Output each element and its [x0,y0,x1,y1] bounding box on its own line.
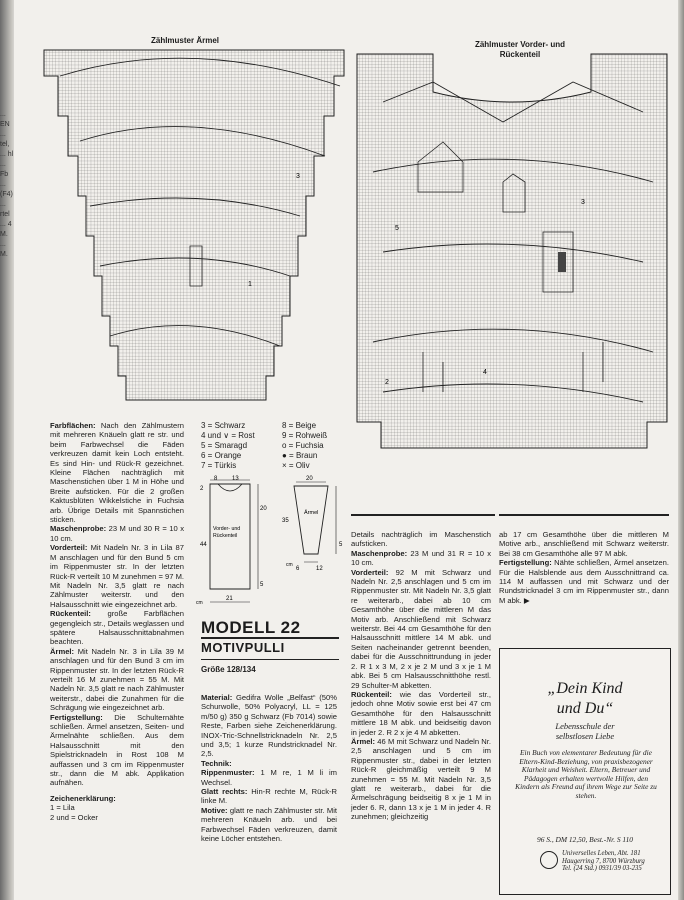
body-label-2: 2 [385,379,389,386]
label-material: Material: [201,693,233,702]
sleeve-chart-title: Zählmuster Ärmel [150,36,220,45]
sleeve-chart [40,46,350,406]
binding-text: ... EN ... tel, ... hl ... Fb ... (F4) ... rtel ... 4 M. ... M. [0,111,14,258]
schematic-front-back-label: Vorder- und [213,526,241,532]
text-vorderteil-2: 92 M mit Schwarz und Nadeln Nr. 2,5 anschlagen und 5 cm im Rippenmuster str. Mit Nadeln Nr. 3,5 glatt re weiterarb., dabei ab 10 cm Gesamthöhe über die mittleren M das Motiv arb. Anschließend mit Schwarz weiterstr. Bei 44 cm Gesamthöhe für den Halsausschnitt mittlere 14 M abk. und Seiten nacheinander getrennt beenden, dabei für die Ausschnittrundung in jeder 2. R 1 x 3 M, 2 x je 2 M und 3 x je 1 M abk. Bei 5 cm Halsausschnitthöhe restl. 29 Schulter-M abketten. [351,567,491,690]
text-rueckenteil-2: wie das Vorderteil str., jedoch ohne Motiv sowie erst bei 47 cm Gesamthöhe für den Halsausschnitt mittlere 18 M abk. und beidseitig davon in jeder 2. R 2 x je 4 M abketten. [351,689,491,737]
text-vorderteil: Mit Nadeln Nr. 3 in Lila 87 M anschlagen und für den Bund 5 cm im Rippenmuster str. In der letzten Rück-R verteilt 10 M zunehmen = 97 M. Mit Nadeln Nr. 3,5 glatt re nach Zählmuster weiterstr. und den Halsausschnitt wie eingezeichnet arb. [50,543,184,609]
text-motive-end: ab 17 cm Gesamthöhe über die mittleren M Motive arb., anschließend mit Schwarz weiterstr. Bei 38 cm Gesamthöhe alle 97 M abk. [499,530,669,558]
ad-subtitle: Lebensschule der selbstlosen Liebe [555,721,615,741]
text-motive: glatt re nach Zählmuster str. Mit mehreren Knäueln arb. und bei Farbwechsel Fäden verkreuzen, damit keine Löcher entstehen. [201,805,337,844]
subtitle-rule [201,659,339,660]
schematic-sleeve-label: Ärmel [304,510,319,516]
legend-item: 1 = Lila [50,803,75,813]
right-column [351,530,491,822]
book-advertisement [499,648,671,895]
label-rueckenteil-2: Rückenteil: [351,689,392,699]
publisher-logo-icon [540,851,558,869]
dim-label: 20 [260,506,267,512]
legend-item: 9 = Rohweiß [282,431,328,440]
text-aermel-2: 46 M mit Schwarz und Nadeln Nr. 2,5 anschlagen und 5 cm im Rippenmuster str., dabei in der letzten Rück-R gleichmäßig verteilt 9 M zunehmen = 55 M. Mit Nadeln Nr. 3,5 glatt re weiterarb., dabei für die Ärmelschrägung beidseitig 8 x je 1 M in jeder 6. R, dann 13 x je 1 M in jeder 4. R zunehmen; gleichzeitig [351,736,491,822]
dim-unit: cm [196,600,203,606]
body-chart-title-line1: Zählmuster Vorder- und [474,40,566,49]
ad-description: Ein Buch von elementarer Bedeutung für die Eltern-Kind-Beziehung, von praxisbezogener Klarheit und Weisheit. Eltern, Betreuer und Pädagogen erhalten wertvolle Hilfen, den Kindern als Freund auf ihrem Wege zur Seite zu stehen. [515,748,657,800]
page-edge [678,0,684,900]
legend-item: 7 = Türkis [201,461,237,470]
legend-item: o = Fuchsia [282,441,324,450]
continue-arrow-icon: ▶ [523,595,530,605]
title-rule [201,637,339,639]
legend-item: 6 = Orange [201,451,242,460]
text-fertigstellung-2: Nähte schließen, Ärmel ansetzen. Für die Halsblende aus dem Ausschnittrand ca. 114 M auffassen und mit Schwarz und der Rundstricknadel 3 cm im Rippenmuster str., dann M abk. [499,558,669,605]
legend-col-1 [201,421,255,471]
body-label-5: 5 [395,225,399,232]
label-vorderteil-2: Vorderteil: [351,567,389,577]
ad-title: „Dein Kind und Du“ [547,680,623,717]
dim-label: 20 [306,476,313,482]
dim-label: 6 [296,566,300,572]
dim-unit: cm [286,562,293,568]
text-maschenprobe-2: 23 M und 31 R = 10 x 10 cm. [351,548,491,568]
label-rippen: Rippenmuster: [201,768,255,778]
label-aermel: Ärmel: [50,646,75,656]
legend-item: 3 = Schwarz [201,421,246,430]
ad-price: 96 S., DM 12,50, Best.-Nr. S 110 [537,835,633,844]
label-vorderteil: Vorderteil: [50,543,88,553]
dim-label: 13 [232,476,239,482]
label-fertigstellung: Fertigstellung: [50,712,103,722]
far-right-column [499,530,669,605]
label-fertigstellung-2: Fertigstellung: [499,558,552,568]
text-maschenprobe: 23 M und 30 R = 10 x 10 cm. [50,524,184,543]
ad-publisher: Universelles Leben, Abt. 181 Haugerring 7, 8700 Würzburg Tel. (24 Std.) 0931/39 03-235 [562,850,645,873]
legend-item: × = Oliv [282,461,310,470]
label-maschenprobe: Maschenprobe: [50,524,107,534]
dim-label: 5 [339,542,343,548]
label-maschenprobe-2: Maschenprobe: [351,548,408,558]
middle-column [201,693,337,844]
dim-label: 12 [316,566,323,572]
dim-label: 44 [200,542,207,548]
size-schematic [196,474,346,614]
label-rueckenteil: Rückenteil: [50,609,91,619]
text-glatt: Hin-R rechte M, Rück-R linke M. [201,787,338,806]
text-aermel: Mit Nadeln Nr. 3 in Lila 39 M anschlagen und für den Bund 3 cm im Rippenmuster str. In der letzten Rück-R verteilt 16 M zunehmen = 55 M. Mit Nadeln Nr. 3,5 glatt re nach Zählmuster weiterstr., dabei die Zunahmen für die Schrägung wie eingezeichnet arb. [50,646,184,713]
schematic-front-back-label: Rückenteil [213,533,238,539]
sleeve-label-3: 3 [296,173,300,180]
legend-item: 5 = Smaragd [201,441,248,450]
text-material: Gedifra Wolle „Belfast“ (50% Schurwolle, 50% Polyacryl, LL = 125 m/50 g) 350 g Schwarz (Fb 7014) sowie Reste, Farben siehe Zeichenerklärung. INOX-Tric-Schnellstricknadeln Nr. 2,5 und 3,5; 1 kurze Rundstricknadel Nr. 2,5. [201,693,337,759]
text-rueckenteil: große Farbflächen gegengleich str., Details weglassen und spätere Halsausschnittabnahmen beachten. [50,609,184,647]
column-rule [351,514,495,516]
dim-label: 21 [226,596,233,602]
legend-item: 2 und = Ocker [50,812,98,822]
label-aermel-2: Ärmel: [351,736,376,746]
body-label-4: 4 [483,369,487,376]
text-details: Details nachträglich im Maschenstich aufsticken. [351,530,491,549]
text-farbflaechen: Nach den Zählmustern mit mehreren Knäueln glatt re str. und beim Farbwechsel die Fäden verkreuzen damit kein Loch entsteht. Es sind Hin- und Rück-R gezeichnet. Kleine Flächen nachträglich mit Maschenstichen über 1 M in Höhe und Breite aufsticken. Für die 2 großen Kaktusblüten Wikkelstiche in Fuchsia arb. Übrige Details mit Spannstichen sticken. [50,421,184,525]
label-motive: Motive: [201,805,228,815]
legend-item: 8 = Beige [282,421,317,430]
sleeve-label-1: 1 [248,281,252,288]
model-size: Größe 128/134 [201,665,256,674]
column-rule [499,514,669,516]
label-glatt: Glatt rechts: [201,787,248,797]
text-rippen: 1 M re, 1 M li im Wechsel. [201,768,337,787]
model-subtitle: MOTIVPULLI [201,640,285,655]
label-technik: Technik: [201,758,232,768]
body-label-3: 3 [581,199,585,206]
left-column [50,421,184,822]
dim-label: 8 [214,476,218,482]
legend-title: Zeichenerklärung: [50,793,116,803]
legend-item: 4 und ∨ = Rost [201,431,255,440]
model-title: MODELL 22 [201,618,301,637]
dim-label: 5 [260,582,264,588]
label-farbflaechen: Farbflächen: [50,421,96,430]
legend-item: ● = Braun [282,451,318,460]
legend-col-2 [282,421,327,471]
body-chart [353,52,671,452]
dim-label: 35 [282,518,289,524]
text-fertigstellung: Die Schulternähte schließen. Ärmel ansetzen, Seiten- und Ärmelnähte schließen. Aus dem Halsausschnitt mit den Spielstricknadeln in Rost 108 M auffassen und 3 cm im Rippenmuster str., dann die M abk. Applikation aufnähen. [50,712,184,788]
dim-label: 2 [200,486,204,492]
body-chart-title-line2: Rückenteil [499,50,541,59]
